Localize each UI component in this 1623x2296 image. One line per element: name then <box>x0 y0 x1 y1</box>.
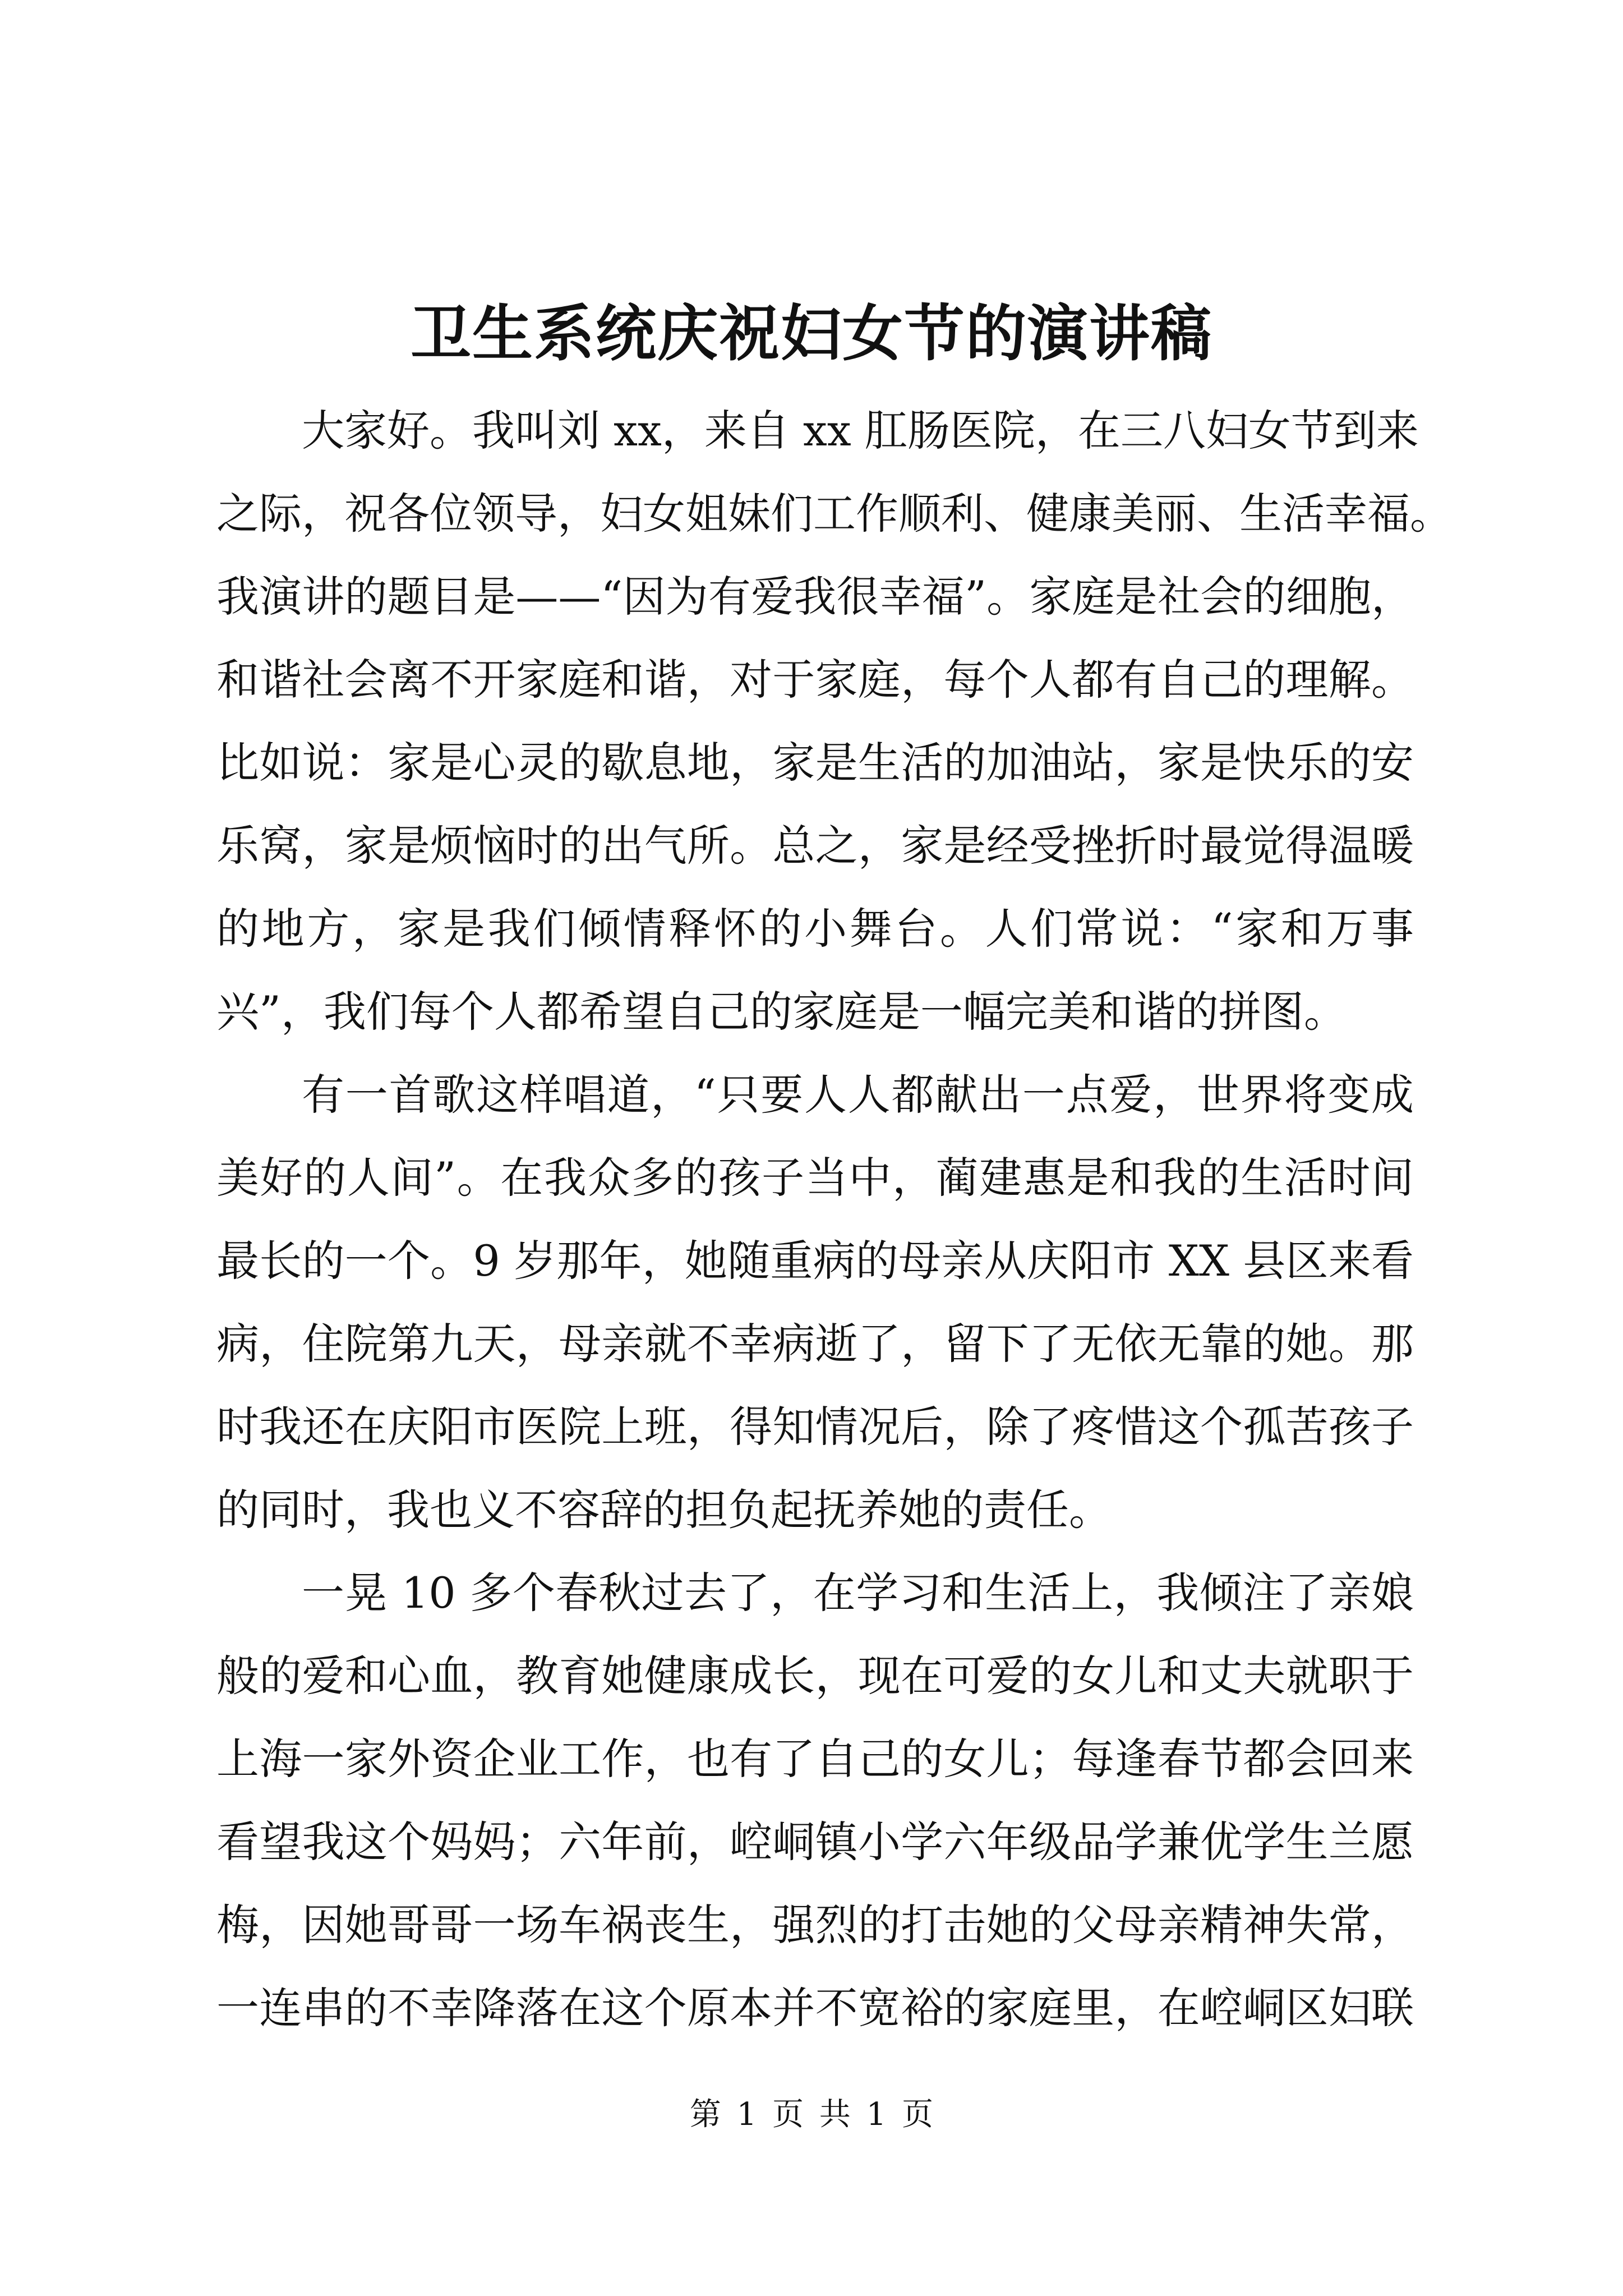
text-line: 的地方，家是我们倾情释怀的小舞台。人们常说：“家和万事 <box>216 904 1414 954</box>
text-line: 和谐社会离不开家庭和谐，对于家庭，每个人都有自己的理解。 <box>216 655 1414 705</box>
text-line: 般的爱和心血，教育她健康成长，现在可爱的女儿和丈夫就职于 <box>216 1651 1414 1701</box>
paragraph <box>216 1552 1414 2050</box>
text-line: 病，住院第九天，母亲就不幸病逝了，留下了无依无靠的她。那 <box>216 1319 1414 1369</box>
page-footer: 第 1 页 共 1 页 <box>689 2096 934 2133</box>
text-line: 美好的人间”。在我众多的孩子当中，蔺建惠是和我的生活时间 <box>216 1153 1414 1203</box>
text-line: 之际，祝各位领导，妇女姐妹们工作顺利、健康美丽、生活幸福。 <box>216 489 1453 539</box>
paragraph <box>216 1053 1414 1552</box>
text-line: 一晃 10 多个春秋过去了，在学习和生活上，我倾注了亲娘 <box>302 1568 1414 1618</box>
paragraph <box>216 389 1453 1053</box>
text-line: 大家好。我叫刘 xx，来自 xx 肛肠医院，在三八妇女节到来 <box>302 406 1419 455</box>
document-title: 卫生系统庆祝妇女节的演讲稿 <box>410 298 1212 369</box>
document-body <box>216 389 1453 2050</box>
text-line: 时我还在庆阳市医院上班，得知情况后，除了疼惜这个孤苦孩子 <box>216 1402 1414 1452</box>
text-line: 的同时，我也义不容辞的担负起抚养她的责任。 <box>216 1485 1112 1535</box>
text-line: 有一首歌这样唱道，“只要人人都献出一点爱，世界将变成 <box>302 1070 1414 1120</box>
text-line: 我演讲的题目是——“因为有爱我很幸福”。家庭是社会的细胞， <box>216 572 1414 622</box>
text-line: 梅，因她哥哥一场车祸丧生，强烈的打击她的父母亲精神失常， <box>216 1900 1414 1950</box>
text-line: 兴”，我们每个人都希望自己的家庭是一幅完美和谐的拼图。 <box>216 987 1347 1037</box>
text-line: 上海一家外资企业工作，也有了自己的女儿；每逢春节都会回来 <box>216 1734 1414 1784</box>
text-line: 一连串的不幸降落在这个原本并不宽裕的家庭里，在崆峒区妇联 <box>216 1983 1414 2033</box>
text-line: 最长的一个。9 岁那年，她随重病的母亲从庆阳市 XX 县区来看 <box>216 1236 1414 1286</box>
text-line: 看望我这个妈妈；六年前，崆峒镇小学六年级品学兼优学生兰愿 <box>216 1817 1414 1867</box>
text-line: 比如说：家是心灵的歇息地，家是生活的加油站，家是快乐的安 <box>216 738 1414 788</box>
text-line: 乐窝，家是烦恼时的出气所。总之，家是经受挫折时最觉得温暖 <box>216 821 1414 871</box>
